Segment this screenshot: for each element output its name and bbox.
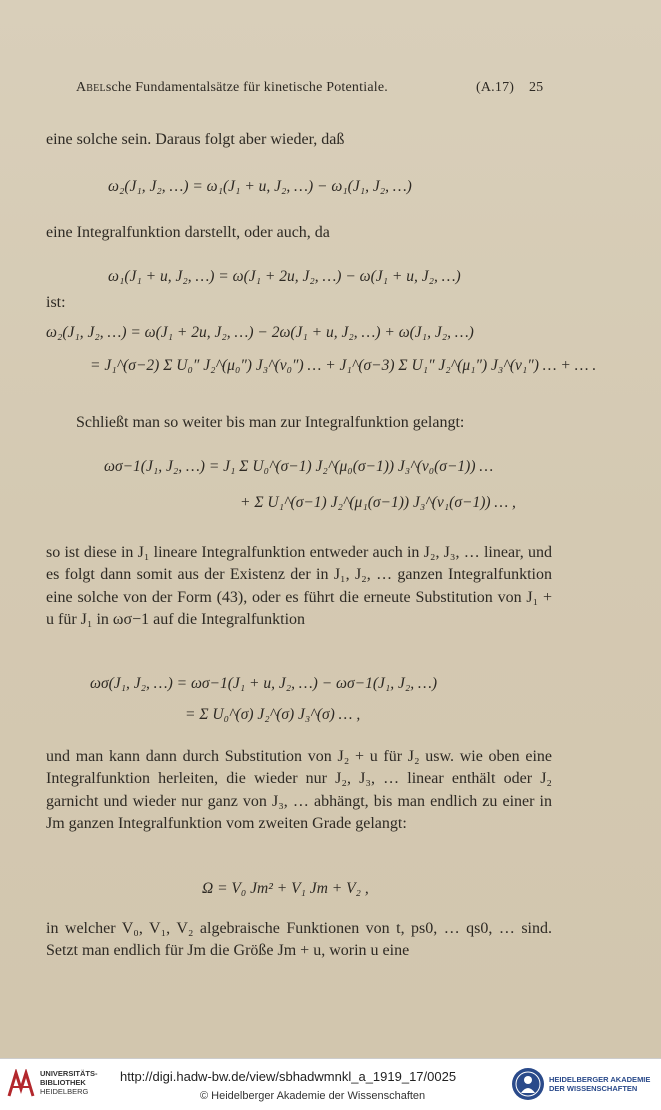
paragraph-5: so ist diese in J₁ lineare Integralfunktion entweder auch in J₂, J₃, … linear, und es folgt dann somit aus der Existenz der in J₁, J₂, … ganzen Integralfunktion eine solche von der Form (43), oder es führt die erneute Substitution von J₁ + u für J₁ in ωσ−1 auf die Integralfunktion xyxy=(46,544,552,629)
academy-seal-icon xyxy=(511,1067,545,1101)
header-right xyxy=(476,80,543,96)
paragraph-4: Schließt man so weiter bis man zur Integralfunktion gelangt: xyxy=(76,414,465,431)
header-section: (A.17) xyxy=(476,80,515,95)
equation-4b: + Σ U₁^(σ−1) J₂^(μ₁(σ−1)) J₃^(ν₁(σ−1)) … , xyxy=(240,494,516,511)
ha-line-1: HEIDELBERGER AKADEMIE xyxy=(549,1075,651,1084)
paragraph-7: in welcher V₀, V₁, V₂ algebraische Funktionen von t, ps0, … qs0, … sind. Setzt man endlich für Jm die Größe Jm + u, worin u eine xyxy=(46,920,552,960)
paragraph-3: ist: xyxy=(46,294,66,311)
ub-line-2: BIBLIOTHEK xyxy=(40,1078,86,1087)
running-header xyxy=(76,80,388,96)
equation-5a: ωσ(J₁, J₂, …) = ωσ−1(J₁ + u, J₂, …) − ωσ−1(J₁, J₂, …) xyxy=(90,675,437,692)
paragraph-2: eine Integralfunktion darstellt, oder auch, da xyxy=(46,224,330,241)
equation-1: ω₂(J₁, J₂, …) = ω₁(J₁ + u, J₂, …) − ω₁(J₁, J₂, …) xyxy=(108,178,412,195)
ha-line-2: DER WISSENSCHAFTEN xyxy=(549,1084,638,1093)
ub-logo-text xyxy=(40,1069,98,1096)
page-number: 25 xyxy=(528,80,544,95)
academy-logo-text xyxy=(549,1075,650,1093)
ub-line-1: UNIVERSITÄTS- xyxy=(40,1069,98,1078)
header-author: Abel xyxy=(76,80,106,95)
header-title-rest: sche Fundamentalsätze für kinetische Potentiale. xyxy=(105,80,388,95)
equation-4a: ωσ−1(J₁, J₂, …) = J₁ Σ U₀^(σ−1) J₂^(μ₀(σ−1)) J₃^(ν₀(σ−1)) … xyxy=(104,458,494,475)
equation-3a: ω₂(J₁, J₂, …) = ω(J₁ + 2u, J₂, …) − 2ω(J₁ + u, J₂, …) + ω(J₁, J₂, …) xyxy=(46,324,474,341)
copyright-text: © Heidelberger Akademie der Wissenschaften xyxy=(200,1090,426,1102)
ub-line-3: HEIDELBERG xyxy=(40,1087,89,1096)
paragraph-1: eine solche sein. Daraus folgt aber wieder, daß xyxy=(46,131,345,148)
ub-logo-icon xyxy=(6,1069,36,1099)
equation-2: ω₁(J₁ + u, J₂, …) = ω(J₁ + 2u, J₂, …) − ω(J₁ + u, J₂, …) xyxy=(108,268,461,285)
footer-bar xyxy=(0,1058,661,1110)
equation-3b: = J₁^(σ−2) Σ U₀″ J₂^(μ₀″) J₃^(ν₀″) … + J₁^(σ−3) Σ U₁″ J₂^(μ₁″) J₃^(ν₁″) … + … . xyxy=(90,357,597,374)
equation-5b: = Σ U₀^(σ) J₂^(σ) J₃^(σ) … , xyxy=(185,706,361,723)
paragraph-6: und man kann dann durch Substitution von J₂ + u für J₂ usw. wie oben eine Integralfunktion herleiten, die wieder nur J₂, J₃, … linear enthält oder J₂ garnicht und wieder nur ganz von J₃, … abhängt, bis man endlich zu einer in Jm ganzen Integralfunktion vom zweiten Grade gelangt: xyxy=(46,748,552,833)
equation-6: Ω = V₀ Jm² + V₁ Jm + V₂ , xyxy=(202,880,369,897)
source-url-link[interactable]: http://digi.hadw-bw.de/view/sbhadwmnkl_a_1919_17/0025 xyxy=(120,1069,457,1084)
